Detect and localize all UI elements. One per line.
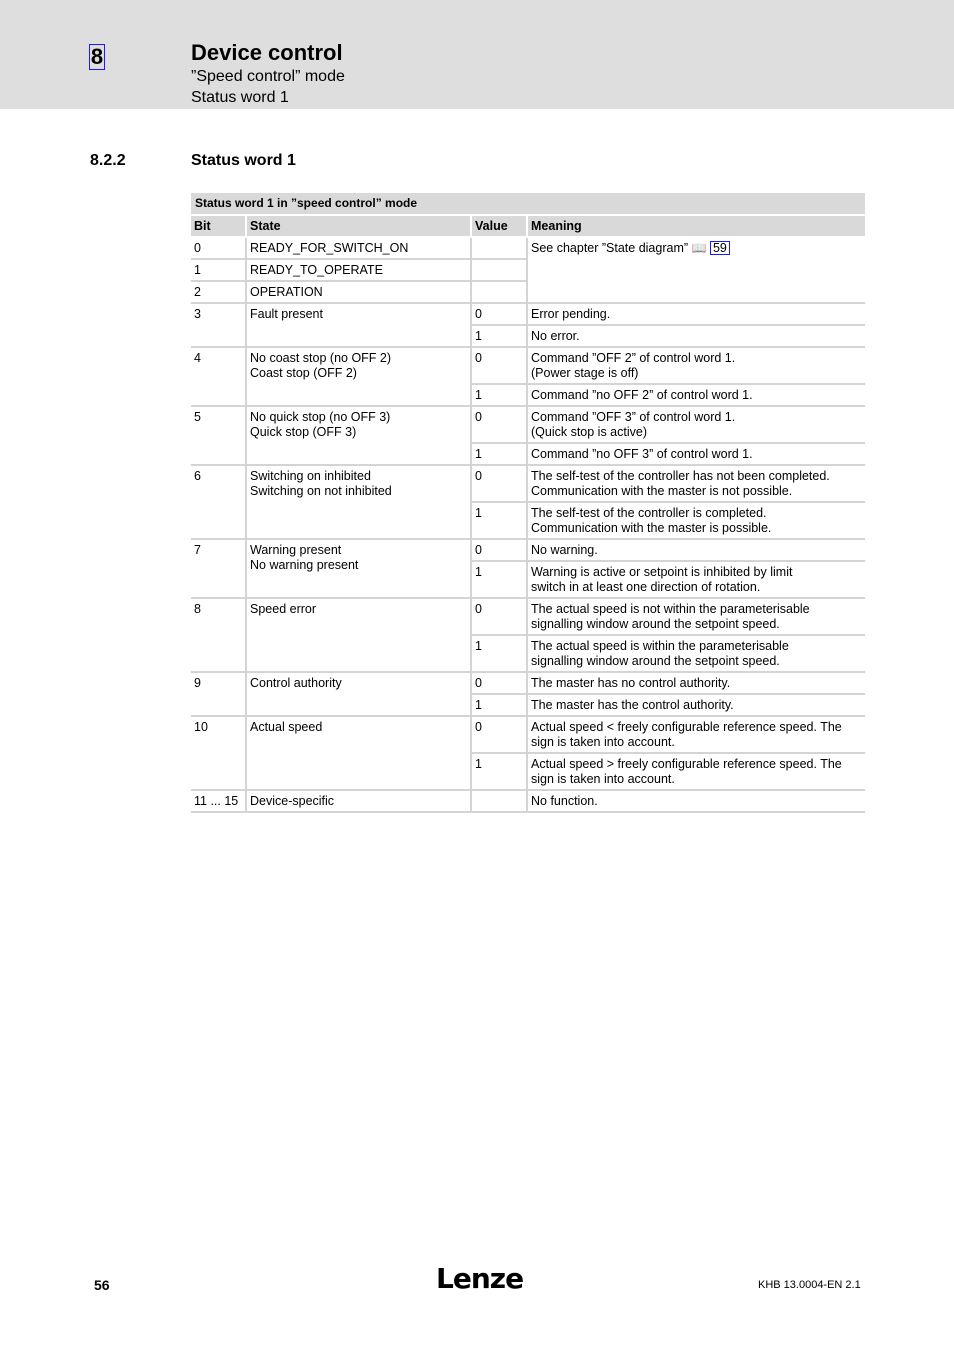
state-line: Switching on not inhibited (250, 484, 392, 498)
bit-cell: 2 (191, 282, 247, 304)
state-cell: Device-specific (247, 791, 472, 813)
state-line: Quick stop (OFF 3) (250, 425, 357, 439)
value-cell: 0 (472, 407, 528, 444)
table-row (191, 791, 865, 813)
meaning-line: Communication with the master is not possible. (531, 484, 793, 498)
meaning-line: Actual speed < freely configurable reference speed. The (531, 720, 842, 734)
state-line: No quick stop (no OFF 3) (250, 410, 391, 424)
meaning-cell: No function. (528, 791, 865, 813)
chapter-title: Device control (191, 40, 343, 65)
meaning-line: Command ”OFF 3” of control word 1. (531, 410, 736, 424)
column-header-state: State (247, 216, 472, 238)
section-title: Status word 1 (191, 152, 296, 169)
meaning-line: sign is taken into account. (531, 735, 675, 749)
state-cell: Actual speed (247, 717, 472, 791)
state-line: No coast stop (no OFF 2) (250, 351, 392, 365)
status-word-table (191, 193, 865, 813)
meaning-cell (528, 348, 865, 385)
state-cell (247, 407, 472, 466)
value-cell: 0 (472, 717, 528, 754)
meaning-line: switch in at least one direction of rotation. (531, 580, 761, 594)
header-band (0, 0, 954, 109)
table-row (191, 466, 865, 503)
table-caption: Status word 1 in ”speed control” mode (191, 193, 865, 216)
document-id: KHB 13.0004-EN 2.1 (758, 1279, 861, 1291)
table-row (191, 599, 865, 636)
bit-cell: 8 (191, 599, 247, 673)
state-cell (247, 540, 472, 599)
meaning-cell (528, 562, 865, 599)
value-cell (472, 260, 528, 282)
value-cell: 1 (472, 754, 528, 791)
value-cell (472, 238, 528, 260)
column-header-meaning: Meaning (528, 216, 865, 238)
table-row (191, 717, 865, 754)
table-row (191, 348, 865, 385)
bit-cell: 9 (191, 673, 247, 717)
bit-cell: 7 (191, 540, 247, 599)
meaning-line: (Power stage is off) (531, 366, 639, 380)
meaning-line: signalling window around the setpoint speed. (531, 617, 780, 631)
meaning-line: The actual speed is within the parameterisable (531, 639, 789, 653)
state-line: Warning present (250, 543, 342, 557)
meaning-cell: Error pending. (528, 304, 865, 326)
state-line: Coast stop (OFF 2) (250, 366, 357, 380)
meaning-cell: No error. (528, 326, 865, 348)
meaning-cell: Command ”no OFF 2” of control word 1. (528, 385, 865, 407)
meaning-cell (528, 238, 865, 304)
meaning-line: Communication with the master is possible. (531, 521, 772, 535)
value-cell: 1 (472, 695, 528, 717)
meaning-cell (528, 636, 865, 673)
value-cell: 0 (472, 304, 528, 326)
bit-cell: 1 (191, 260, 247, 282)
meaning-line: Actual speed > freely configurable reference speed. The (531, 757, 842, 771)
state-cell: READY_TO_OPERATE (247, 260, 472, 282)
value-cell: 1 (472, 326, 528, 348)
bit-cell: 5 (191, 407, 247, 466)
value-cell: 1 (472, 444, 528, 466)
column-header-value: Value (472, 216, 528, 238)
bit-cell: 10 (191, 717, 247, 791)
value-cell: 1 (472, 385, 528, 407)
bit-cell: 11 ... 15 (191, 791, 247, 813)
meaning-line: The self-test of the controller is completed. (531, 506, 767, 520)
meaning-cell (528, 754, 865, 791)
state-cell: READY_FOR_SWITCH_ON (247, 238, 472, 260)
value-cell: 0 (472, 540, 528, 562)
meaning-line: Command ”OFF 2” of control word 1. (531, 351, 736, 365)
state-cell: Control authority (247, 673, 472, 717)
meaning-line: Warning is active or setpoint is inhibited by limit (531, 565, 793, 579)
state-cell: Speed error (247, 599, 472, 673)
meaning-cell: No warning. (528, 540, 865, 562)
state-cell (247, 466, 472, 540)
state-cell (247, 348, 472, 407)
value-cell: 0 (472, 599, 528, 636)
value-cell (472, 282, 528, 304)
state-line: Switching on inhibited (250, 469, 371, 483)
value-cell: 0 (472, 348, 528, 385)
meaning-cell (528, 717, 865, 754)
page-reference-link[interactable]: 59 (710, 241, 730, 255)
value-cell: 1 (472, 562, 528, 599)
state-cell: Fault present (247, 304, 472, 348)
table-caption-row (191, 193, 865, 216)
chapter-number-link[interactable]: 8 (90, 44, 104, 69)
table-row (191, 407, 865, 444)
meaning-line: The actual speed is not within the parameterisable (531, 602, 810, 616)
meaning-cell: Command ”no OFF 3” of control word 1. (528, 444, 865, 466)
table-row (191, 540, 865, 562)
meaning-cell (528, 599, 865, 636)
value-cell: 0 (472, 673, 528, 695)
value-cell (472, 791, 528, 813)
column-header-bit: Bit (191, 216, 247, 238)
section-number: 8.2.2 (90, 152, 126, 169)
bit-cell: 6 (191, 466, 247, 540)
table-row (191, 304, 865, 326)
table-header-row (191, 216, 865, 238)
meaning-line: sign is taken into account. (531, 772, 675, 786)
meaning-text: See chapter ”State diagram” (531, 241, 689, 255)
table-row (191, 238, 865, 260)
chapter-subtitle: ”Speed control” mode (191, 68, 345, 85)
bit-cell: 4 (191, 348, 247, 407)
value-cell: 1 (472, 636, 528, 673)
state-cell: OPERATION (247, 282, 472, 304)
state-line: No warning present (250, 558, 359, 572)
meaning-cell: The master has the control authority. (528, 695, 865, 717)
meaning-line: The self-test of the controller has not been completed. (531, 469, 830, 483)
table-row (191, 673, 865, 695)
meaning-cell (528, 407, 865, 444)
bit-cell: 0 (191, 238, 247, 260)
meaning-cell (528, 466, 865, 503)
book-icon: 📖 (691, 241, 707, 255)
chapter-subtitle-2: Status word 1 (191, 89, 289, 106)
value-cell: 1 (472, 503, 528, 540)
value-cell: 0 (472, 466, 528, 503)
meaning-line: (Quick stop is active) (531, 425, 648, 439)
meaning-cell: The master has no control authority. (528, 673, 865, 695)
meaning-line: signalling window around the setpoint speed. (531, 654, 780, 668)
page-number: 56 (94, 1277, 110, 1293)
meaning-cell (528, 503, 865, 540)
lenze-logo: Lenze (436, 1262, 524, 1295)
bit-cell: 3 (191, 304, 247, 348)
